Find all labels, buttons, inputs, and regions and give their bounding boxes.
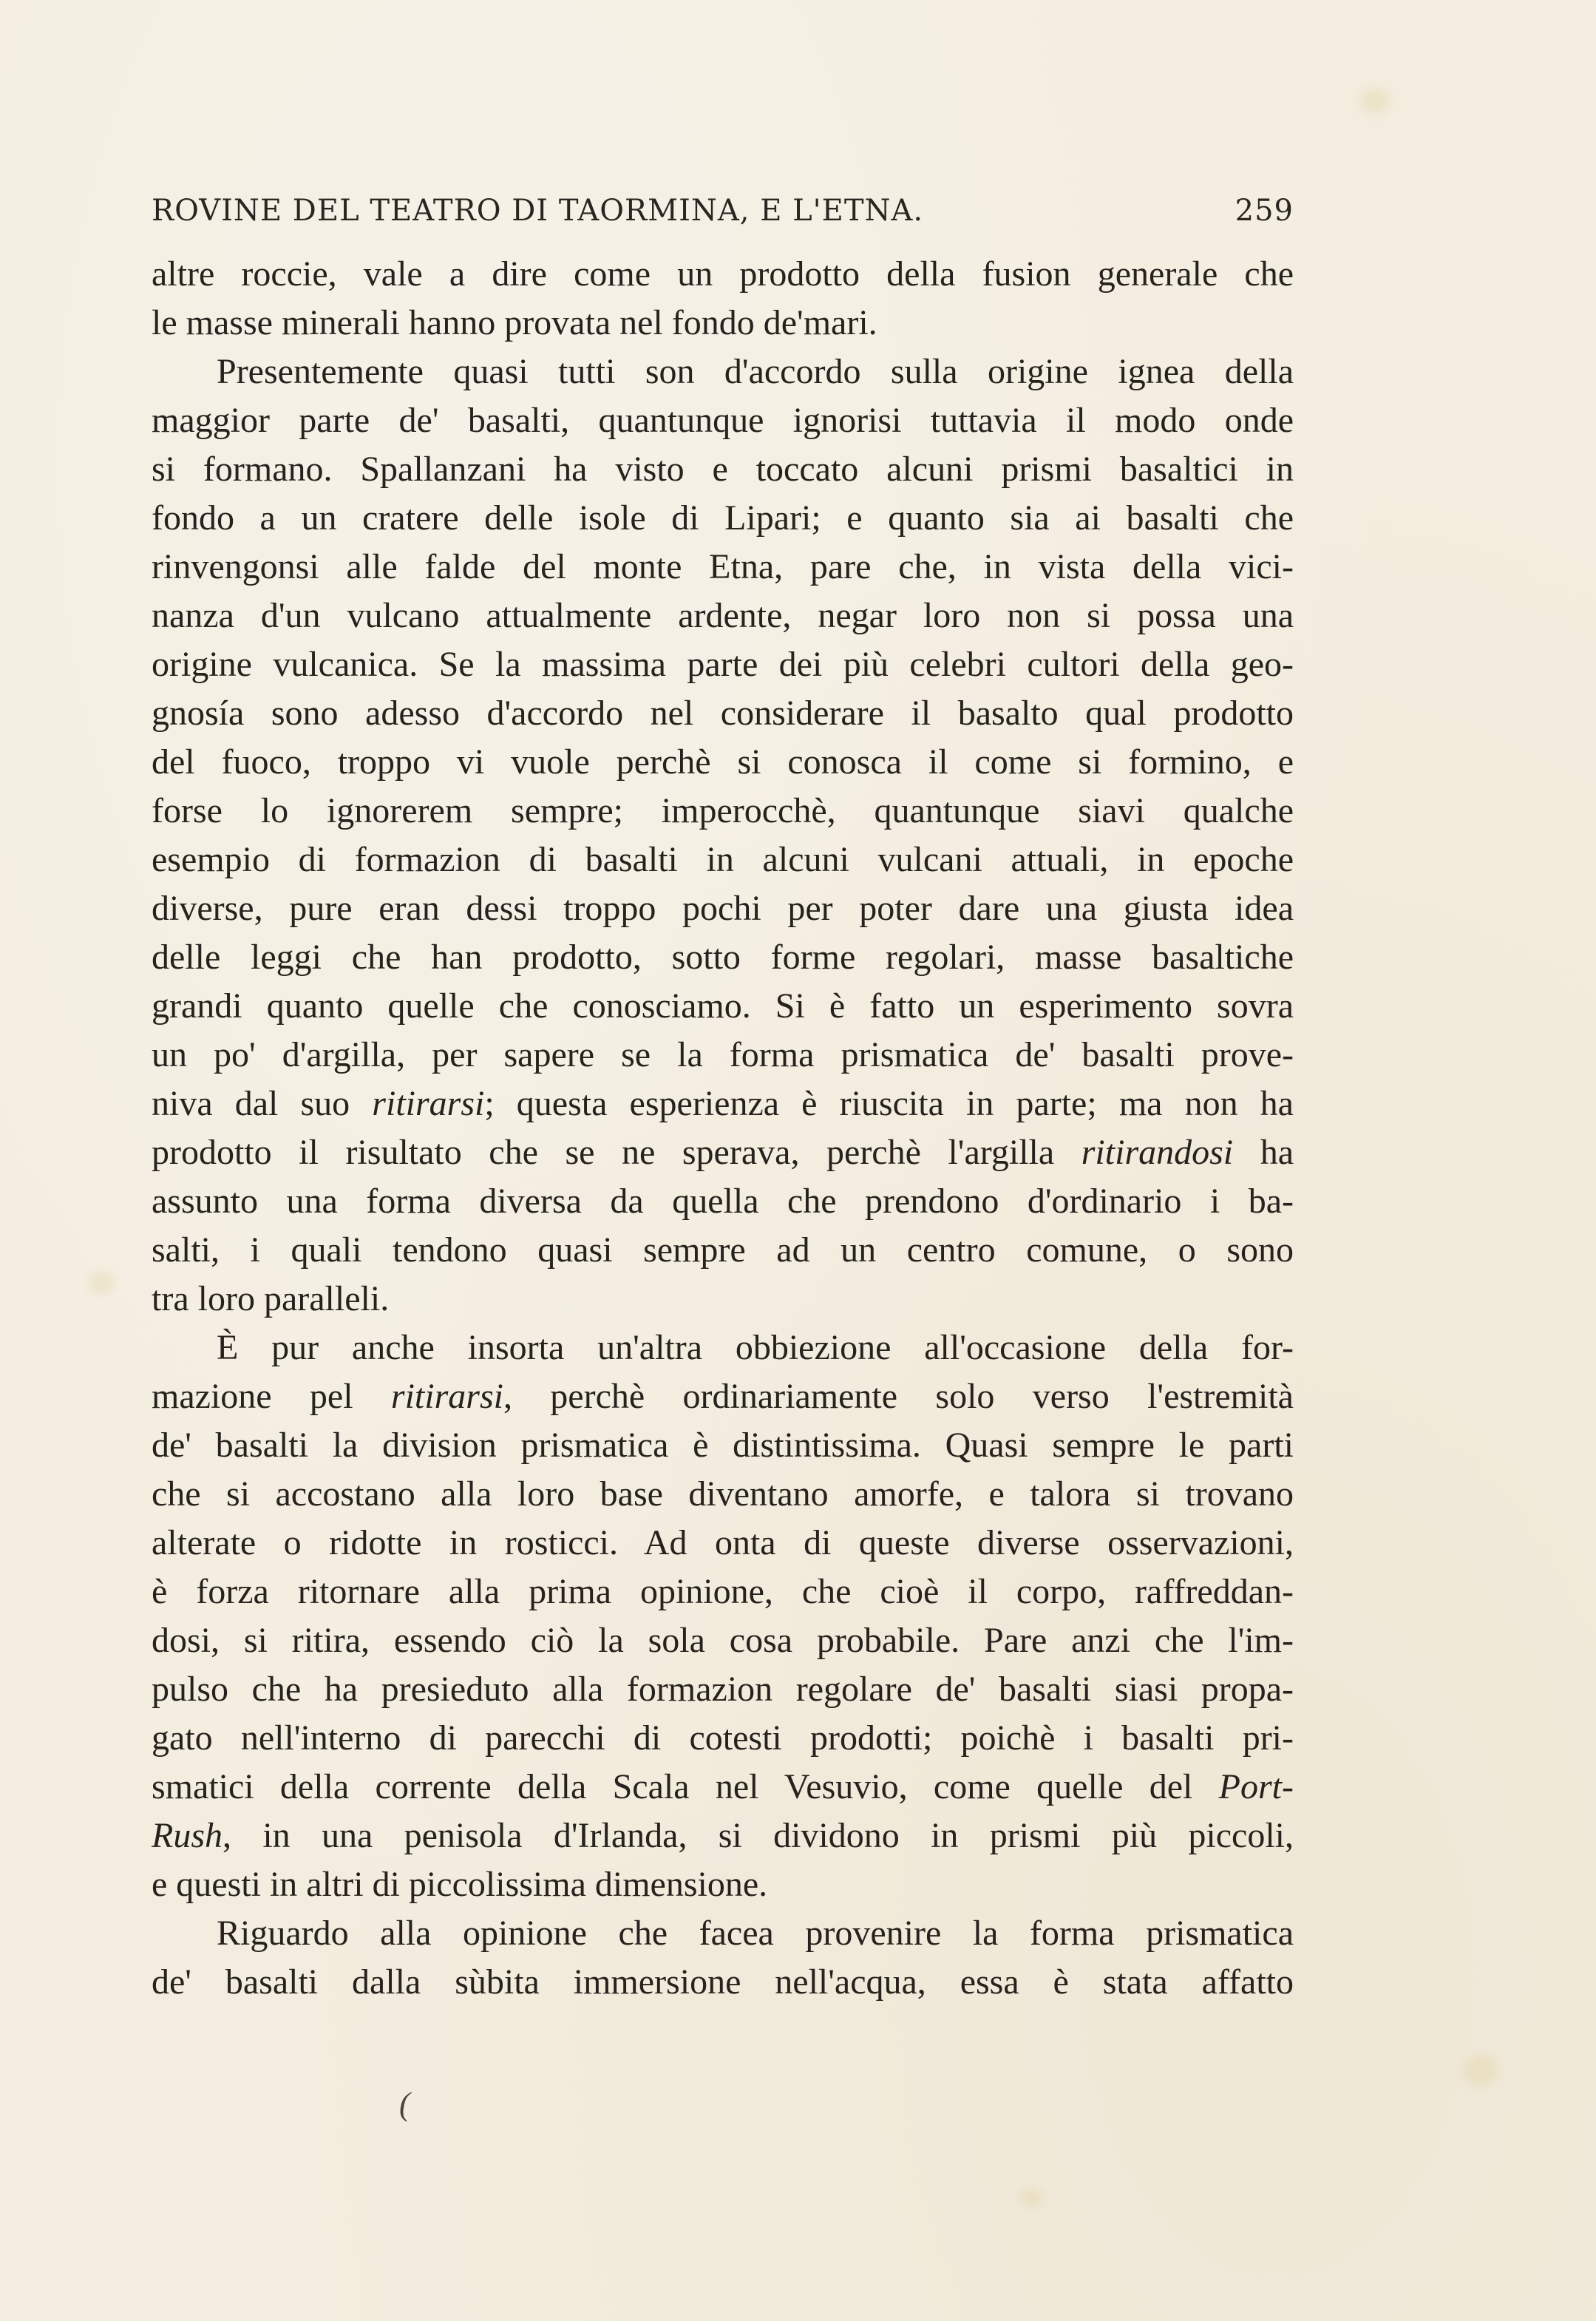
text-line: esempio di formazion di basalti in alcuni vulcani attuali, in epoche [152, 840, 1294, 879]
text-line: alterate o ridotte in rosticci. Ad onta di queste diverse osservazioni, [152, 1523, 1294, 1562]
text-line: altre roccie, vale a dire come un prodotto della fusion generale che [152, 254, 1294, 294]
text-line: del fuoco, troppo vi vuole perchè si conosca il come si formino, e [152, 742, 1294, 782]
text-line: rinvengonsi alle falde del monte Etna, pare che, in vista della vici- [152, 547, 1294, 586]
text-line: mazione pel ritirarsi, perchè ordinariamente solo verso l'estremità [152, 1377, 1294, 1416]
foxing-spot [1360, 89, 1390, 114]
text-line: origine vulcanica. Se la massima parte dei più celebri cultori della geo- [152, 645, 1294, 684]
text-line: le masse minerali hanno provata nel fondo de'mari. [152, 303, 877, 342]
text-line: grandi quanto quelle che conosciamo. Si è fatto un esperimento sovra [152, 986, 1294, 1026]
text-line: salti, i quali tendono quasi sempre ad un centro comune, o sono [152, 1230, 1294, 1270]
text-line: Riguardo alla opinione che facea provenire la forma prismatica [217, 1914, 1294, 1953]
text-line: e questi in altri di piccolissima dimensione. [152, 1865, 768, 1904]
text-line: Rush, in una penisola d'Irlanda, si dividono in prismi più piccoli, [152, 1816, 1294, 1855]
text-line: de' basalti la division prismatica è distintissima. Quasi sempre le parti [152, 1426, 1294, 1465]
text-line: smatici della corrente della Scala nel Vesuvio, come quelle del Port- [152, 1767, 1294, 1806]
text-line: assunto una forma diversa da quella che prendono d'ordinario i ba- [152, 1182, 1294, 1221]
foxing-spot [89, 1272, 114, 1294]
text-line: prodotto il risultato che se ne sperava, perchè l'argilla ritirandosi ha [152, 1133, 1294, 1172]
text-line: pulso che ha presieduto alla formazion regolare de' basalti siasi propa- [152, 1670, 1294, 1709]
page-number: 259 [1235, 194, 1294, 228]
text-line: gnosía sono adesso d'accordo nel considerare il basalto qual prodotto [152, 694, 1294, 733]
body-text [152, 250, 1294, 2007]
text-line: niva dal suo ritirarsi; questa esperienza è riuscita in parte; ma non ha [152, 1084, 1294, 1123]
text-line: de' basalti dalla sùbita immersione nell'acqua, essa è stata affatto [152, 1962, 1294, 2002]
text-line: fondo a un cratere delle isole di Lipari; e quanto sia ai basalti che [152, 498, 1294, 538]
stray-mark: ( [399, 2086, 410, 2122]
running-title: ROVINE DEL TEATRO DI TAORMINA, E L'ETNA. [152, 194, 924, 228]
text-line: è forza ritornare alla prima opinione, che cioè il corpo, raffreddan- [152, 1572, 1294, 1611]
foxing-spot [1020, 2189, 1042, 2208]
text-line: nanza d'un vulcano attualmente ardente, negar loro non si possa una [152, 596, 1294, 635]
text-line: maggior parte de' basalti, quantunque ignorisi tuttavia il modo onde [152, 401, 1294, 440]
text-line: diverse, pure eran dessi troppo pochi per poter dare una giusta idea [152, 889, 1294, 928]
text-line: tra loro paralleli. [152, 1279, 390, 1318]
foxing-spot [1464, 2056, 1498, 2085]
text-line: È pur anche insorta un'altra obbiezione all'occasione della for- [217, 1328, 1294, 1367]
text-line: si formano. Spallanzani ha visto e toccato alcuni prismi basaltici in [152, 450, 1294, 489]
text-line: che si accostano alla loro base diventano amorfe, e talora si trovano [152, 1474, 1294, 1514]
text-line: gato nell'interno di parecchi di cotesti prodotti; poichè i basalti pri- [152, 1718, 1294, 1758]
text-line: Presentemente quasi tutti son d'accordo sulla origine ignea della [217, 352, 1294, 391]
text-line: delle leggi che han prodotto, sotto forme regolari, masse basaltiche [152, 938, 1294, 977]
text-line: un po' d'argilla, per sapere se la forma prismatica de' basalti prove- [152, 1035, 1294, 1074]
running-head [152, 194, 1294, 238]
text-line: forse lo ignorerem sempre; imperocchè, quantunque siavi qualche [152, 791, 1294, 830]
text-line: dosi, si ritira, essendo ciò la sola cosa probabile. Pare anzi che l'im- [152, 1621, 1294, 1660]
